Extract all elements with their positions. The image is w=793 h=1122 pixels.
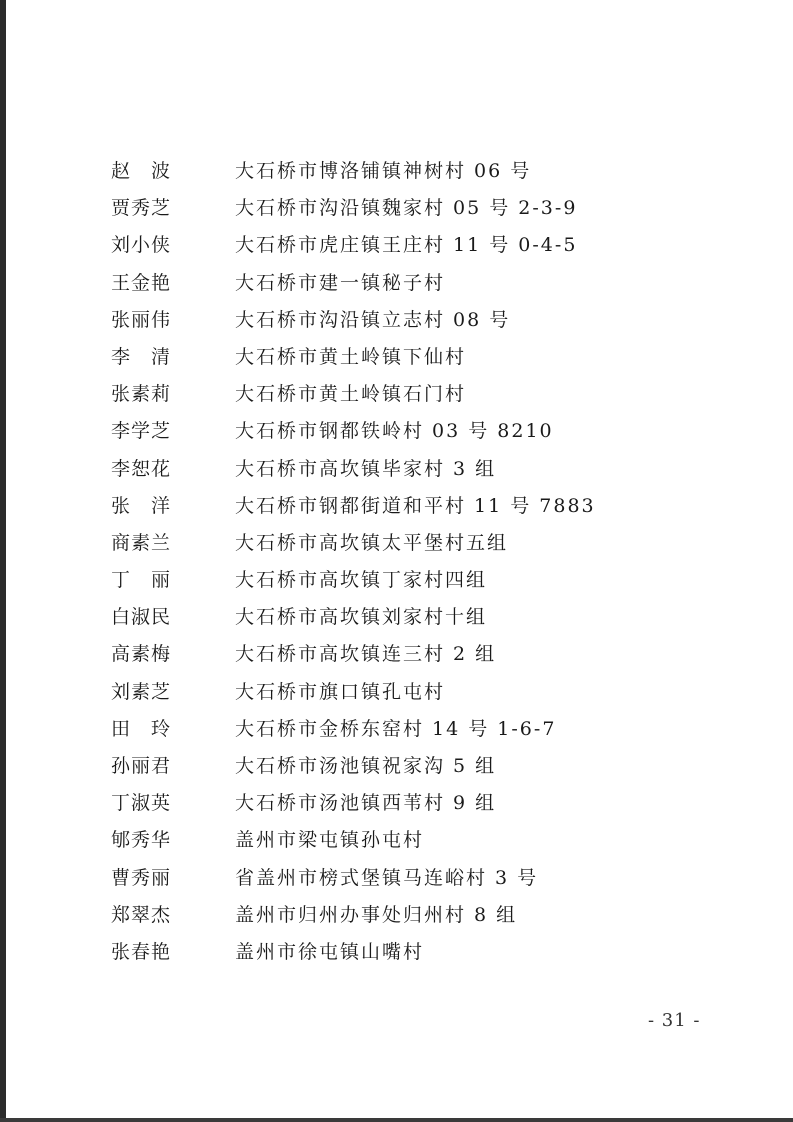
entry-name: 商素兰 xyxy=(111,531,172,554)
entry-address: 大石桥市高坎镇太平堡村五组 xyxy=(235,531,509,554)
entry-name: 李恕花 xyxy=(111,457,172,480)
list-item xyxy=(0,748,793,785)
list-item xyxy=(0,227,793,264)
entry-name: 高素梅 xyxy=(111,643,172,666)
entry-name: 赵 波 xyxy=(111,160,172,182)
entry-address: 大石桥市汤池镇西苇村 9 组 xyxy=(235,792,497,815)
entry-name: 李 清 xyxy=(111,345,172,368)
entry-name: 丁 丽 xyxy=(111,569,172,592)
list-item xyxy=(0,525,793,562)
entry-address: 大石桥市钢都街道和平村 11 号 7883 xyxy=(235,494,596,517)
list-item xyxy=(0,822,793,859)
entry-name: 孙丽君 xyxy=(111,755,172,777)
entry-address: 大石桥市高坎镇连三村 2 组 xyxy=(235,643,497,666)
entry-address: 大石桥市高坎镇毕家村 3 组 xyxy=(235,457,497,480)
list-item xyxy=(0,302,793,339)
entry-name: 张 洋 xyxy=(111,494,172,517)
list-item xyxy=(0,785,793,822)
entry-address: 大石桥市钢都铁岭村 03 号 8210 xyxy=(235,420,554,443)
entry-address: 盖州市梁屯镇孙屯村 xyxy=(235,829,425,852)
list-item xyxy=(0,860,793,897)
entry-address: 大石桥市沟沿镇魏家村 05 号 2-3-9 xyxy=(235,197,578,220)
list-item xyxy=(0,674,793,711)
list-item xyxy=(0,711,793,748)
list-item xyxy=(0,562,793,599)
list-item xyxy=(0,636,793,673)
entry-name: 丁淑英 xyxy=(111,792,172,815)
list-item xyxy=(0,413,793,450)
list-item xyxy=(0,376,793,413)
entry-address: 盖州市徐屯镇山嘴村 xyxy=(235,940,425,963)
list-item xyxy=(0,451,793,488)
entry-address: 大石桥市虎庄镇王庄村 11 号 0-4-5 xyxy=(235,234,578,257)
list-item xyxy=(0,265,793,302)
entry-name: 张素莉 xyxy=(111,383,172,406)
entry-name: 郑翠杰 xyxy=(111,903,172,926)
entry-name: 田 玲 xyxy=(111,717,172,740)
entry-name: 王金艳 xyxy=(111,271,172,294)
entry-list xyxy=(0,153,793,971)
entry-address: 大石桥市建一镇秘子村 xyxy=(235,271,446,294)
list-item xyxy=(0,934,793,971)
entry-name: 曹秀丽 xyxy=(111,866,172,889)
list-item xyxy=(0,339,793,376)
entry-address: 大石桥市沟沿镇立志村 08 号 xyxy=(235,308,511,331)
scan-edge-bottom xyxy=(0,1118,793,1122)
entry-name: 刘素芝 xyxy=(111,680,172,703)
entry-name: 郇秀华 xyxy=(111,829,172,852)
entry-name: 李学芝 xyxy=(111,420,172,443)
list-item xyxy=(0,190,793,227)
entry-address: 大石桥市博洛铺镇神树村 06 号 xyxy=(235,160,532,182)
entry-address: 大石桥市汤池镇祝家沟 5 组 xyxy=(235,755,497,777)
entry-name: 张丽伟 xyxy=(111,308,172,331)
entry-address: 大石桥市旗口镇孔屯村 xyxy=(235,680,446,703)
page-number: - 31 - xyxy=(648,1010,701,1031)
entry-address: 大石桥市黄土岭镇石门村 xyxy=(235,383,467,406)
entry-address: 省盖州市榜式堡镇马连峪村 3 号 xyxy=(235,866,539,889)
entry-address: 大石桥市金桥东窑村 14 号 1-6-7 xyxy=(235,717,557,740)
entry-name: 贾秀芝 xyxy=(111,197,172,220)
list-item xyxy=(0,897,793,934)
list-item xyxy=(0,153,793,190)
entry-name: 刘小侠 xyxy=(111,234,172,257)
entry-address: 大石桥市高坎镇丁家村四组 xyxy=(235,569,488,592)
entry-address: 大石桥市高坎镇刘家村十组 xyxy=(235,606,488,629)
list-item xyxy=(0,599,793,636)
entry-address: 大石桥市黄土岭镇下仙村 xyxy=(235,345,467,368)
entry-name: 张春艳 xyxy=(111,940,172,963)
entry-address: 盖州市归州办事处归州村 8 组 xyxy=(235,903,518,926)
entry-name: 白淑民 xyxy=(111,606,172,629)
list-item xyxy=(0,488,793,525)
